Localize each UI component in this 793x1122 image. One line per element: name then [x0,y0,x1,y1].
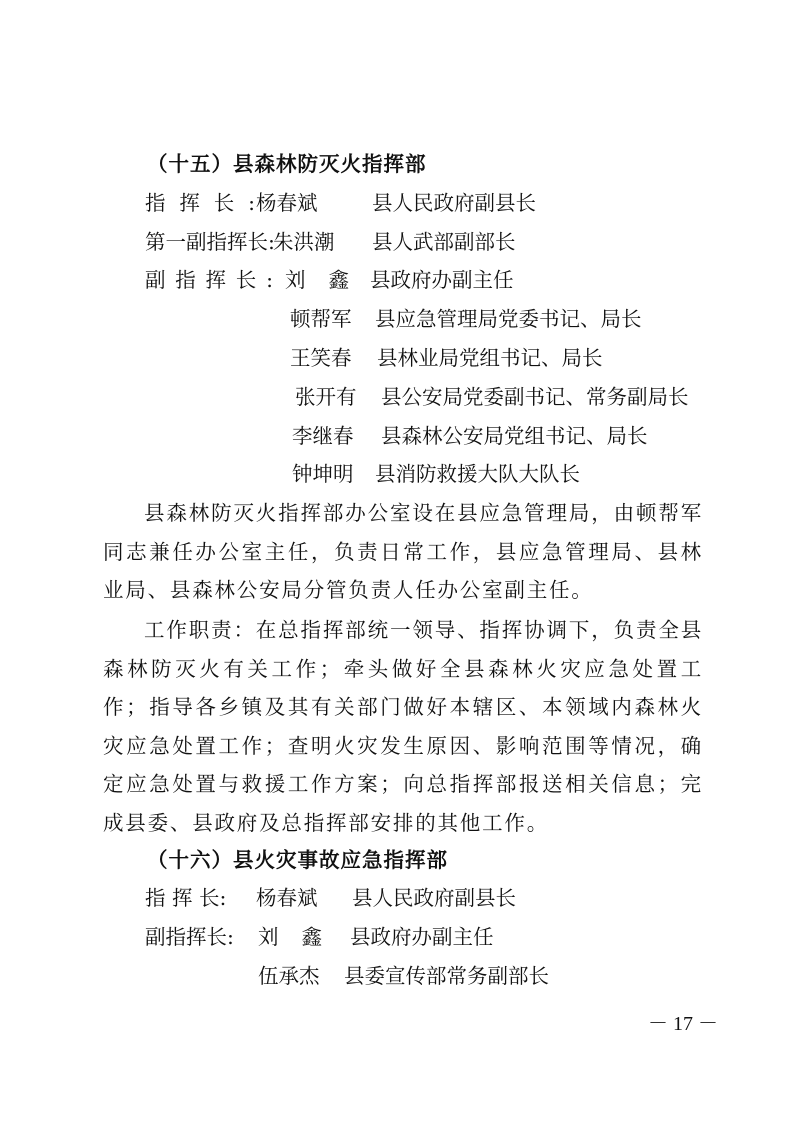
role-label: 副指挥长: [145,268,273,292]
person-name: 钟坤明 [292,462,354,486]
section-heading: （十六）县火灾事故应急指挥部 [147,848,448,872]
page-number: － 17 － [648,1013,718,1035]
person-name: 伍承杰 [258,964,320,988]
person-name: 杨春斌 [256,191,318,215]
person-name: 顿帮军 [290,307,352,331]
person-name: 朱洪潮 [273,230,335,254]
person-name: 李继春 [292,424,354,448]
person-title: 县消防救援大队大队长 [375,462,580,486]
person-name: 刘鑫 [285,268,372,292]
role-label: 指挥长: [145,191,255,215]
role-label: 副指挥长: [145,925,234,949]
office-paragraph: 县森林防灭火指挥部办公室设在县应急管理局，由顿帮军同志兼任办公室主任，负责日常工作，县应急管理局、县林业局、县森林公安局分管负责人任办公室副主任。 [103,501,703,603]
person-title: 县政府办副主任 [370,268,514,292]
person-name: 杨春斌 [256,886,318,910]
person-title: 县公安局党委副书记、常务副局长 [381,385,689,409]
person-name: 王笑春 [290,346,352,370]
person-title: 县人武部副部长 [372,230,516,254]
person-title: 县委宣传部常务副部长 [344,964,549,988]
person-title: 县应急管理局党委书记、局长 [375,307,642,331]
person-name: 刘鑫 [258,925,345,949]
duties-paragraph: 工作职责：在总指挥部统一领导、指挥协调下，负责全县森林防灭火有关工作；牵头做好全县森林火灾应急处置工作；指导各乡镇及其有关部门做好本辖区、本领域内森林火灾应急处置工作；查明火灾发生原因、影响范围等情况，确定应急处置与救援工作方案；向总指挥部报送相关信息；完成县委、县政府及总指挥部安排的其他工作。 [103,618,703,835]
person-name: 张开有 [295,385,357,409]
person-title: 县政府办副主任 [350,925,494,949]
role-label: 第一副指挥长: [145,230,275,254]
person-title: 县人民政府副县长 [372,191,536,215]
section-heading: （十五）县森林防灭火指挥部 [147,152,427,176]
person-title: 县人民政府副县长 [352,886,516,910]
role-label: 指 挥 长: [145,886,227,910]
person-title: 县森林公安局党组书记、局长 [381,424,648,448]
person-title: 县林业局党组书记、局长 [377,346,603,370]
